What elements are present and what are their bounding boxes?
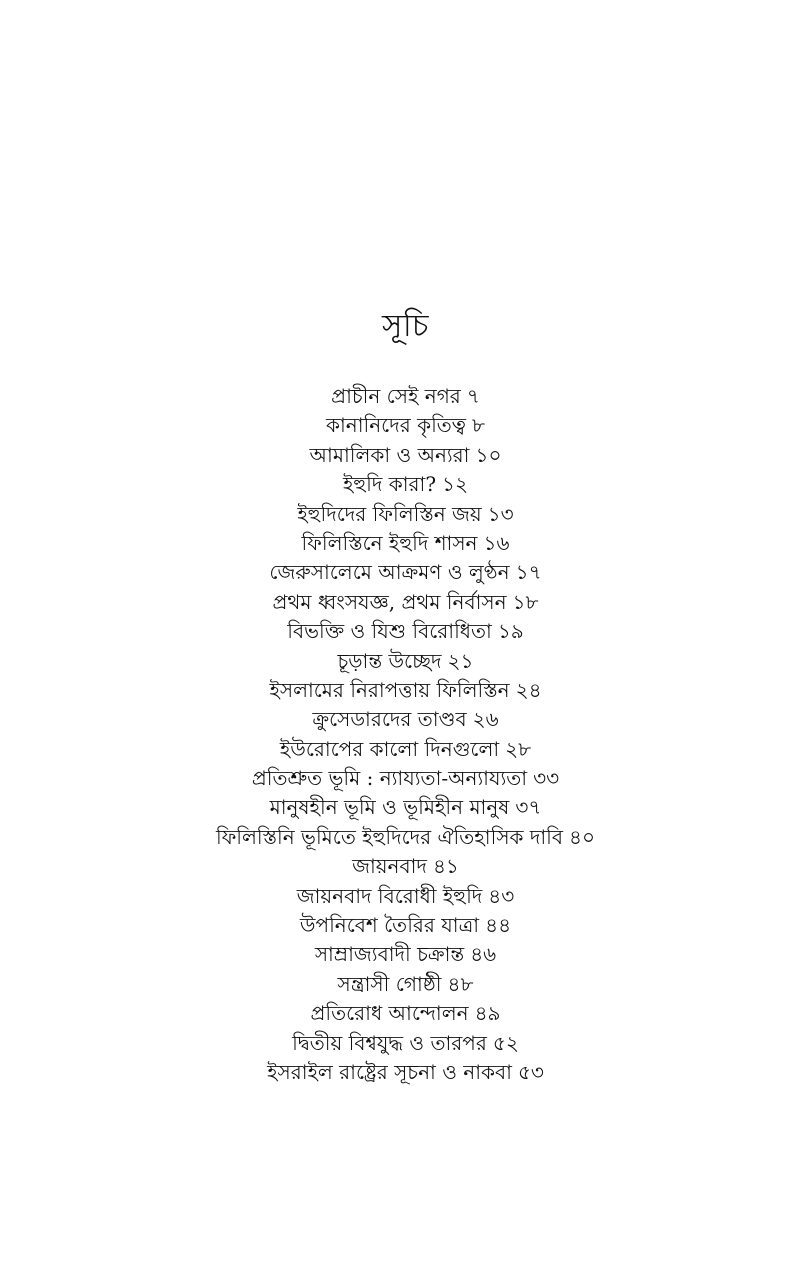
toc-entry-title: ইসরাইল রাষ্ট্রের সূচনা ও নাকবা <box>267 1059 512 1084</box>
toc-entry <box>0 999 811 1028</box>
toc-entry-title: ইহুদি কারা? <box>342 472 437 497</box>
toc-entry-page: ১৩ <box>487 501 514 526</box>
toc-entry-page: ১৯ <box>497 619 524 644</box>
toc-entry <box>0 647 811 676</box>
toc-entry <box>0 735 811 764</box>
toc-entry-title: কানানিদের কৃতিত্ব <box>325 413 467 438</box>
toc-entry-title: উপনিবেশ তৈরির যাত্রা <box>299 913 480 938</box>
toc-entry-title: প্রতিশ্রুত ভূমি : ন্যায্যতা-অন্যায্যতা <box>251 766 528 791</box>
toc-entry-title: ক্রুসেডারদের তাণ্ডব <box>312 707 467 732</box>
toc-entry <box>0 411 811 440</box>
toc-entry-title: দ্বিতীয় বিশ্বযুদ্ধ ও তারপর <box>292 1030 487 1055</box>
toc-entry <box>0 441 811 470</box>
toc-entry <box>0 764 811 793</box>
toc-entry-title: ইসলামের নিরাপত্তায় ফিলিস্তিন <box>269 677 510 702</box>
toc-entry-page: ৫২ <box>492 1030 519 1055</box>
toc-entry-page: ১৭ <box>515 560 542 585</box>
toc-entry-page: ৩৩ <box>533 766 560 791</box>
toc-entry <box>0 970 811 999</box>
toc-entry-title: চূড়ান্ত উচ্ছেদ <box>337 648 442 673</box>
toc-entry-title: মানুষহীন ভূমি ও ভূমিহীন মানুষ <box>269 795 510 820</box>
toc-entry <box>0 793 811 822</box>
toc-entry-page: ১০ <box>475 442 502 467</box>
toc-entry <box>0 588 811 617</box>
toc-entry-title: সন্ত্রাসী গোষ্ঠী <box>337 971 442 996</box>
toc-entry-title: ইউরোপের কালো দিনগুলো <box>279 736 500 761</box>
toc-entry-page: ২৮ <box>505 736 532 761</box>
toc-entry <box>0 911 811 940</box>
toc-entry-page: ২৬ <box>472 707 499 732</box>
toc-entry-page: ৩৭ <box>515 795 542 820</box>
toc-entry <box>0 1029 811 1058</box>
toc-entry <box>0 558 811 587</box>
toc-entry <box>0 382 811 411</box>
toc-entry-title: জেরুসালেমে আক্রমণ ও লুণ্ঠন <box>269 560 510 585</box>
toc-heading: সূচি <box>381 308 430 344</box>
toc-entry-page: ৭ <box>466 384 480 408</box>
toc-entry-title: ফিলিস্তিনে ইহুদি শাসন <box>301 530 478 555</box>
toc-entry <box>0 882 811 911</box>
toc-entry-page: ৮ <box>472 413 486 438</box>
toc-entry-title: সাম্রাজ্যবাদী চক্রান্ত <box>314 942 465 967</box>
toc-entry <box>0 1058 811 1087</box>
toc-entry-page: ৫৩ <box>517 1059 544 1084</box>
toc-entry-page: ৪৪ <box>485 913 512 938</box>
toc-entry <box>0 852 811 881</box>
toc-entry-title: প্রতিরোধ আন্দোলন <box>310 1001 469 1026</box>
toc-entry <box>0 470 811 499</box>
toc-entry-page: ৪৯ <box>474 1001 501 1026</box>
toc-entry-page: ৪১ <box>432 854 459 879</box>
toc-entry-title: প্রথম ধ্বংসযজ্ঞ, প্রথম নির্বাসন <box>272 589 507 614</box>
toc-entry-page: ৪৬ <box>470 942 497 967</box>
toc-entry <box>0 705 811 734</box>
toc-entry-page: ১২ <box>442 472 469 497</box>
toc-entry-page: ৪৩ <box>488 883 515 908</box>
toc-entry-title: প্রাচীন সেই নগর <box>331 384 461 408</box>
toc-entry-page: ২৪ <box>515 677 542 702</box>
toc-entry-title: ফিলিস্তিনি ভূমিতে ইহুদিদের ঐতিহাসিক দাবি <box>215 824 564 849</box>
toc-entry-title: আমালিকা ও অন্যরা <box>309 442 470 467</box>
toc-entry-title: জায়নবাদ বিরোধী ইহুদি <box>296 883 483 908</box>
toc-entry-page: ৪০ <box>569 824 596 849</box>
toc-entry-page: ২১ <box>447 648 474 673</box>
toc-entry-title: জায়নবাদ <box>352 854 427 879</box>
toc-entry <box>0 529 811 558</box>
toc-entry <box>0 500 811 529</box>
toc-entry-title: ইহুদিদের ফিলিস্তিন জয় <box>297 501 482 526</box>
toc-entry-title: বিভক্তি ও যিশু বিরোধিতা <box>287 619 492 644</box>
toc-entry <box>0 617 811 646</box>
toc-entry <box>0 823 811 852</box>
toc-entry <box>0 676 811 705</box>
toc-list <box>0 382 811 1087</box>
toc-entry-page: ১৬ <box>483 530 510 555</box>
toc-entry <box>0 940 811 969</box>
toc-entry-page: ১৮ <box>512 589 539 614</box>
toc-entry-page: ৪৮ <box>447 971 474 996</box>
